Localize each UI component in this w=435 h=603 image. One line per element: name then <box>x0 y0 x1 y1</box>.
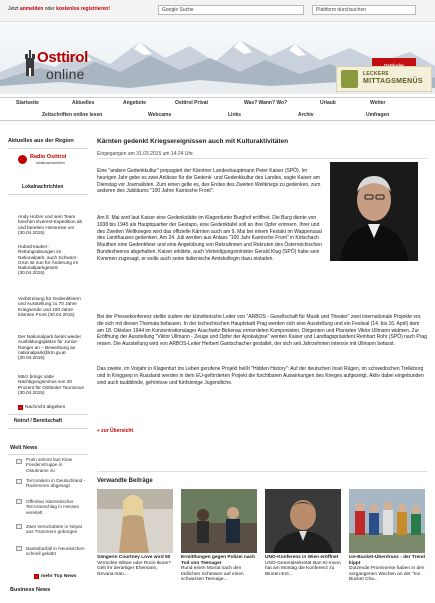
arrow-right-icon: › <box>19 405 22 410</box>
login-prefix: Jetzt <box>8 6 19 12</box>
divider <box>8 414 88 415</box>
divider <box>8 194 88 195</box>
news-item[interactable] <box>18 214 84 235</box>
article-paragraph: Das zweite, im Vorjahr in Klagenfurt ins Leben gerufene Projekt heißt "Hidden History": Auf der deutschen Insel Rügen, im schwedischen Trelleborg und in Kinggsep in Russland werden in dem EU-geförderten Projekt die furchtbaren Auswirkungen des Krieges aufgezeigt. Aktiv dabei eingebunden sind auch taubblinde, gehörlose und fünfsinnige Jugendliche. <box>97 366 424 386</box>
nav-was-wann-wo[interactable]: Was? Wann? Wo? <box>244 100 288 106</box>
article-photo <box>330 162 418 261</box>
register-link[interactable]: kostenlos registrieren! <box>56 6 110 12</box>
divider <box>97 471 427 472</box>
login-mid: oder <box>44 6 55 12</box>
article-title: Kärnten gedenkt Kriegsereignissen auch mit Kulturaktivitäten <box>97 138 289 145</box>
related-thumb[interactable] <box>97 489 173 553</box>
related-teaser: UNO-Generalsekretär Ban Ki-moon hat am Montag die Konferenz zu Binnen-Ent... <box>265 560 341 577</box>
world-news-item[interactable]: Putin stimmt laut Kiew Friedenstruppe in Ostukraine zu <box>26 457 73 473</box>
related-caption[interactable] <box>349 555 426 583</box>
menu-badge-icon <box>341 70 358 88</box>
world-news-item[interactable]: Bankübarfall in Neunkirchen schnell geklärt <box>26 546 85 557</box>
nav-wetter[interactable]: Wetter <box>370 100 386 106</box>
brand-name[interactable]: Osttirol <box>37 49 88 66</box>
related-thumb[interactable] <box>181 489 257 553</box>
mittagsmenu-ad[interactable] <box>336 66 432 92</box>
nav-archiv[interactable]: Archiv <box>298 112 314 118</box>
news-date: (30.04.2015) <box>18 270 45 276</box>
world-news-item[interactable]: Zwei Verschüttete in Nepal aus Trümmern geborgen <box>26 524 82 535</box>
news-thumb-icon <box>16 524 22 529</box>
more-top-news-label: mehr Top News <box>41 574 77 579</box>
related-caption[interactable] <box>181 555 258 583</box>
related-teaser: Verrückte Witwe oder Rock-Ikone? Gelt ihr derartiger Ehemann, Nirvana-Sän... <box>97 560 171 577</box>
news-thumb-icon <box>16 546 22 551</box>
related-image <box>97 489 173 553</box>
nav-zeitschriften[interactable]: Zeitschriften online lesen <box>42 112 103 118</box>
news-date: (30.04.2015) <box>47 311 75 317</box>
radio-name: Radio Osttirol <box>30 154 67 160</box>
related-heading: Verwandte Beiträge <box>97 478 153 484</box>
primary-nav <box>0 97 435 108</box>
nav-links[interactable]: Links <box>228 112 242 118</box>
divider <box>97 158 427 159</box>
nav-osttirol-privat[interactable]: Osttirol Privat <box>175 100 209 106</box>
news-item[interactable] <box>18 296 84 317</box>
related-thumb[interactable] <box>349 489 425 553</box>
news-date: (30.04.2015) <box>18 229 45 235</box>
arrow-right-icon: › <box>35 574 38 579</box>
nav-urlaub[interactable]: Urlaub <box>320 100 336 106</box>
news-thumb-icon <box>16 499 22 504</box>
news-text: Hubschrauber-Rettungsübungen im Nationalpark: auch Schwarz-Grün ist nun für Änderung im Nationalparkgesetz <box>18 244 79 271</box>
back-to-overview-link[interactable]: » zur Übersicht <box>97 428 134 434</box>
news-thumb-icon <box>16 479 22 484</box>
world-news-item[interactable]: Terroralarm in Deutschland - Radrennen abgesagt <box>26 478 86 489</box>
article-paragraph: Am 8. Mai wird laut Kaiser eine Gedenkstätte im Klagenfurter Burghof eröffnet. Die Burg diente von 1938 bis 1945 als Hauptquartier der Gestapo, eine Gedenktafel soll an ihre Opfer erinnern. Ihrer und des Zweiten Weltkrieges wird das offizielle Kärnten auch am 9. Mai bei einem Festakt im Wappensaal des Landhauses gedenken. Am 24. Juli werden aus Anlass "100 Jahr Karnische Front" in Kötschach Mauthen eine Gedenkfeier und eine Angelobung von Rekrutinnen und Rekruten des Österreichischen Bundesheeres abgehalten. Kaiser erklärte, auch Verteidigungsminister Gerald Klug (SPÖ) habe sein Kommen zugesagt, er wolle auch seine italienische Amtskollegin dazu einladen. <box>97 215 322 262</box>
radio-icon <box>18 155 27 164</box>
news-item[interactable] <box>18 334 84 360</box>
nav-startseite[interactable]: Startseite <box>16 100 39 106</box>
submit-news-label: Nachricht abgeben <box>25 405 66 410</box>
related-image <box>265 489 341 553</box>
radio-osttirol-logo[interactable] <box>18 154 74 166</box>
related-image <box>349 489 425 553</box>
news-thumb-icon <box>16 459 22 464</box>
news-date: (30.04.2015) <box>18 389 45 395</box>
business-news-heading: Business News <box>10 587 51 593</box>
divider <box>8 454 88 455</box>
sidebar-heading-region: Aktuelles aus der Region <box>8 138 74 144</box>
article-meta: Eingegangen am 31.03.2015 um 14:24 Uhr. <box>97 151 195 157</box>
related-title: Sängerin Courtney Love wird 50 <box>97 555 171 560</box>
radio-tag: lokalnachrichten <box>36 160 65 165</box>
related-thumb[interactable] <box>265 489 341 553</box>
news-text: März brings satte Nächtigungsminus von 20 Prozent für Osttiroler Tourismus <box>18 374 84 390</box>
world-news-item[interactable]: Offenbar islamistischer Terroranschlag in Hessen vereitelt <box>26 499 80 515</box>
more-top-news-link[interactable] <box>34 574 76 579</box>
nav-umfragen[interactable]: Umfragen <box>366 112 390 118</box>
article-paragraph: Bei der Pressekonferenz stellte zudem der künstlerische Leiter von "ARBOS - Gesellschaft für Musik und Theater" zwei internationale Projekte vor, die sich mit diesen Themata befassen. In der tschechischen Hauptstadt Prag werden sich eine Ausstellung und ein Festival (14. bis 16. April) dem am 18. Oktober 1944 im Konzentrationslager Auschwitz-Birkenau ermordeten Komponisten, Dirigenten und Pianisten Viktor Ullmann widmen. Zur Eröffnung der Ausstellung "Viktor Ullmann - Zeuge und Opfer der Apokalypse" werden Kaiser und Landtagspräsident Reinhart Rohr (SPÖ) nach Prag reisen. Die Ausstellung wird von ARBOS-Leiter Herbert Gantschacher gestaltet, der sich seit Jahrzehnten intensiv mit Ullmann befasst. <box>97 314 427 348</box>
divider <box>8 428 88 429</box>
ad-line-2: MITTAGSMENÜS <box>363 78 423 85</box>
related-teaser: Dutzende Prominente haben in den vergangenen Wochen an der "Ice Bucket Cha... <box>349 566 425 583</box>
related-title: Ermittlungen gegen Polizei nach Tod von Teenager <box>181 555 256 566</box>
news-text: Der Nationalpark bietet wieder Ausbildungsplätze für Junior-Ranger an – Bewerbung an nationalpark@ktn.gv.at <box>18 334 82 355</box>
nav-angebote[interactable]: Angebote <box>123 100 147 106</box>
castle-logo-icon <box>23 50 37 80</box>
portrait-image <box>330 162 418 261</box>
brand-sub[interactable]: online <box>46 66 85 82</box>
secondary-nav <box>0 110 435 121</box>
related-teaser: Rund einen Monat nach den tödlichen Schüssen auf einen schwarzen Teenage... <box>181 566 244 583</box>
related-title: UNO-Konferenz in Wien eröffnet <box>265 555 339 560</box>
top-bar <box>0 0 435 22</box>
news-text: Andy Holzer und sein Team brechen Everest-Expedition ab und bereiten Heimreise vor <box>18 214 83 230</box>
login-link[interactable]: anmelden <box>19 6 44 12</box>
related-title: Ice-Bucket-Überdruss - der Trend kippt <box>349 555 425 566</box>
news-date: (30.04.2015) <box>18 355 45 361</box>
related-image <box>181 489 257 553</box>
submit-news-link[interactable] <box>18 405 65 410</box>
local-news-label: Lokalnachrichten <box>22 184 64 190</box>
world-news-heading: Welt News <box>10 445 38 451</box>
news-item[interactable] <box>18 244 84 276</box>
news-text: Vorbereitung für Gedenkfeiern und Ausstellung zu 70 Jahre Kriegsende und 100 Jahre Kärnten Front <box>18 296 81 317</box>
article-paragraph: Eine "andere Gedenkkultur" propagiert der Kärntner Landeshauptmann Peter Kaiser (SPÖ). Im heurigen Jahr gebe es zwei Anlässe für die Gedenk- und Gedenkkultur des Landes, sagte Kaiser am Dienstag vor Journalisten. Zum einen gelte es, des Endes des Zweiten Weltkriegs zu gedenken, zum anderen des Jubiläums "100 Jahre Karnische Front". <box>97 168 321 195</box>
login-prompt <box>8 6 110 12</box>
divider <box>8 148 88 149</box>
related-caption[interactable] <box>97 555 174 577</box>
nav-webcams[interactable]: Webcams <box>148 112 172 118</box>
google-search-input[interactable]: Google Suche <box>158 5 304 15</box>
notruf-link[interactable]: Notruf / Bereitschaft <box>14 418 63 424</box>
news-item[interactable] <box>18 374 84 395</box>
platform-search-input[interactable]: Plattform durchsuchen <box>312 5 416 15</box>
related-caption[interactable] <box>265 555 342 577</box>
nav-aktuelles[interactable]: Aktuelles <box>72 100 95 106</box>
ad-line-1: LECKERE <box>363 71 389 77</box>
